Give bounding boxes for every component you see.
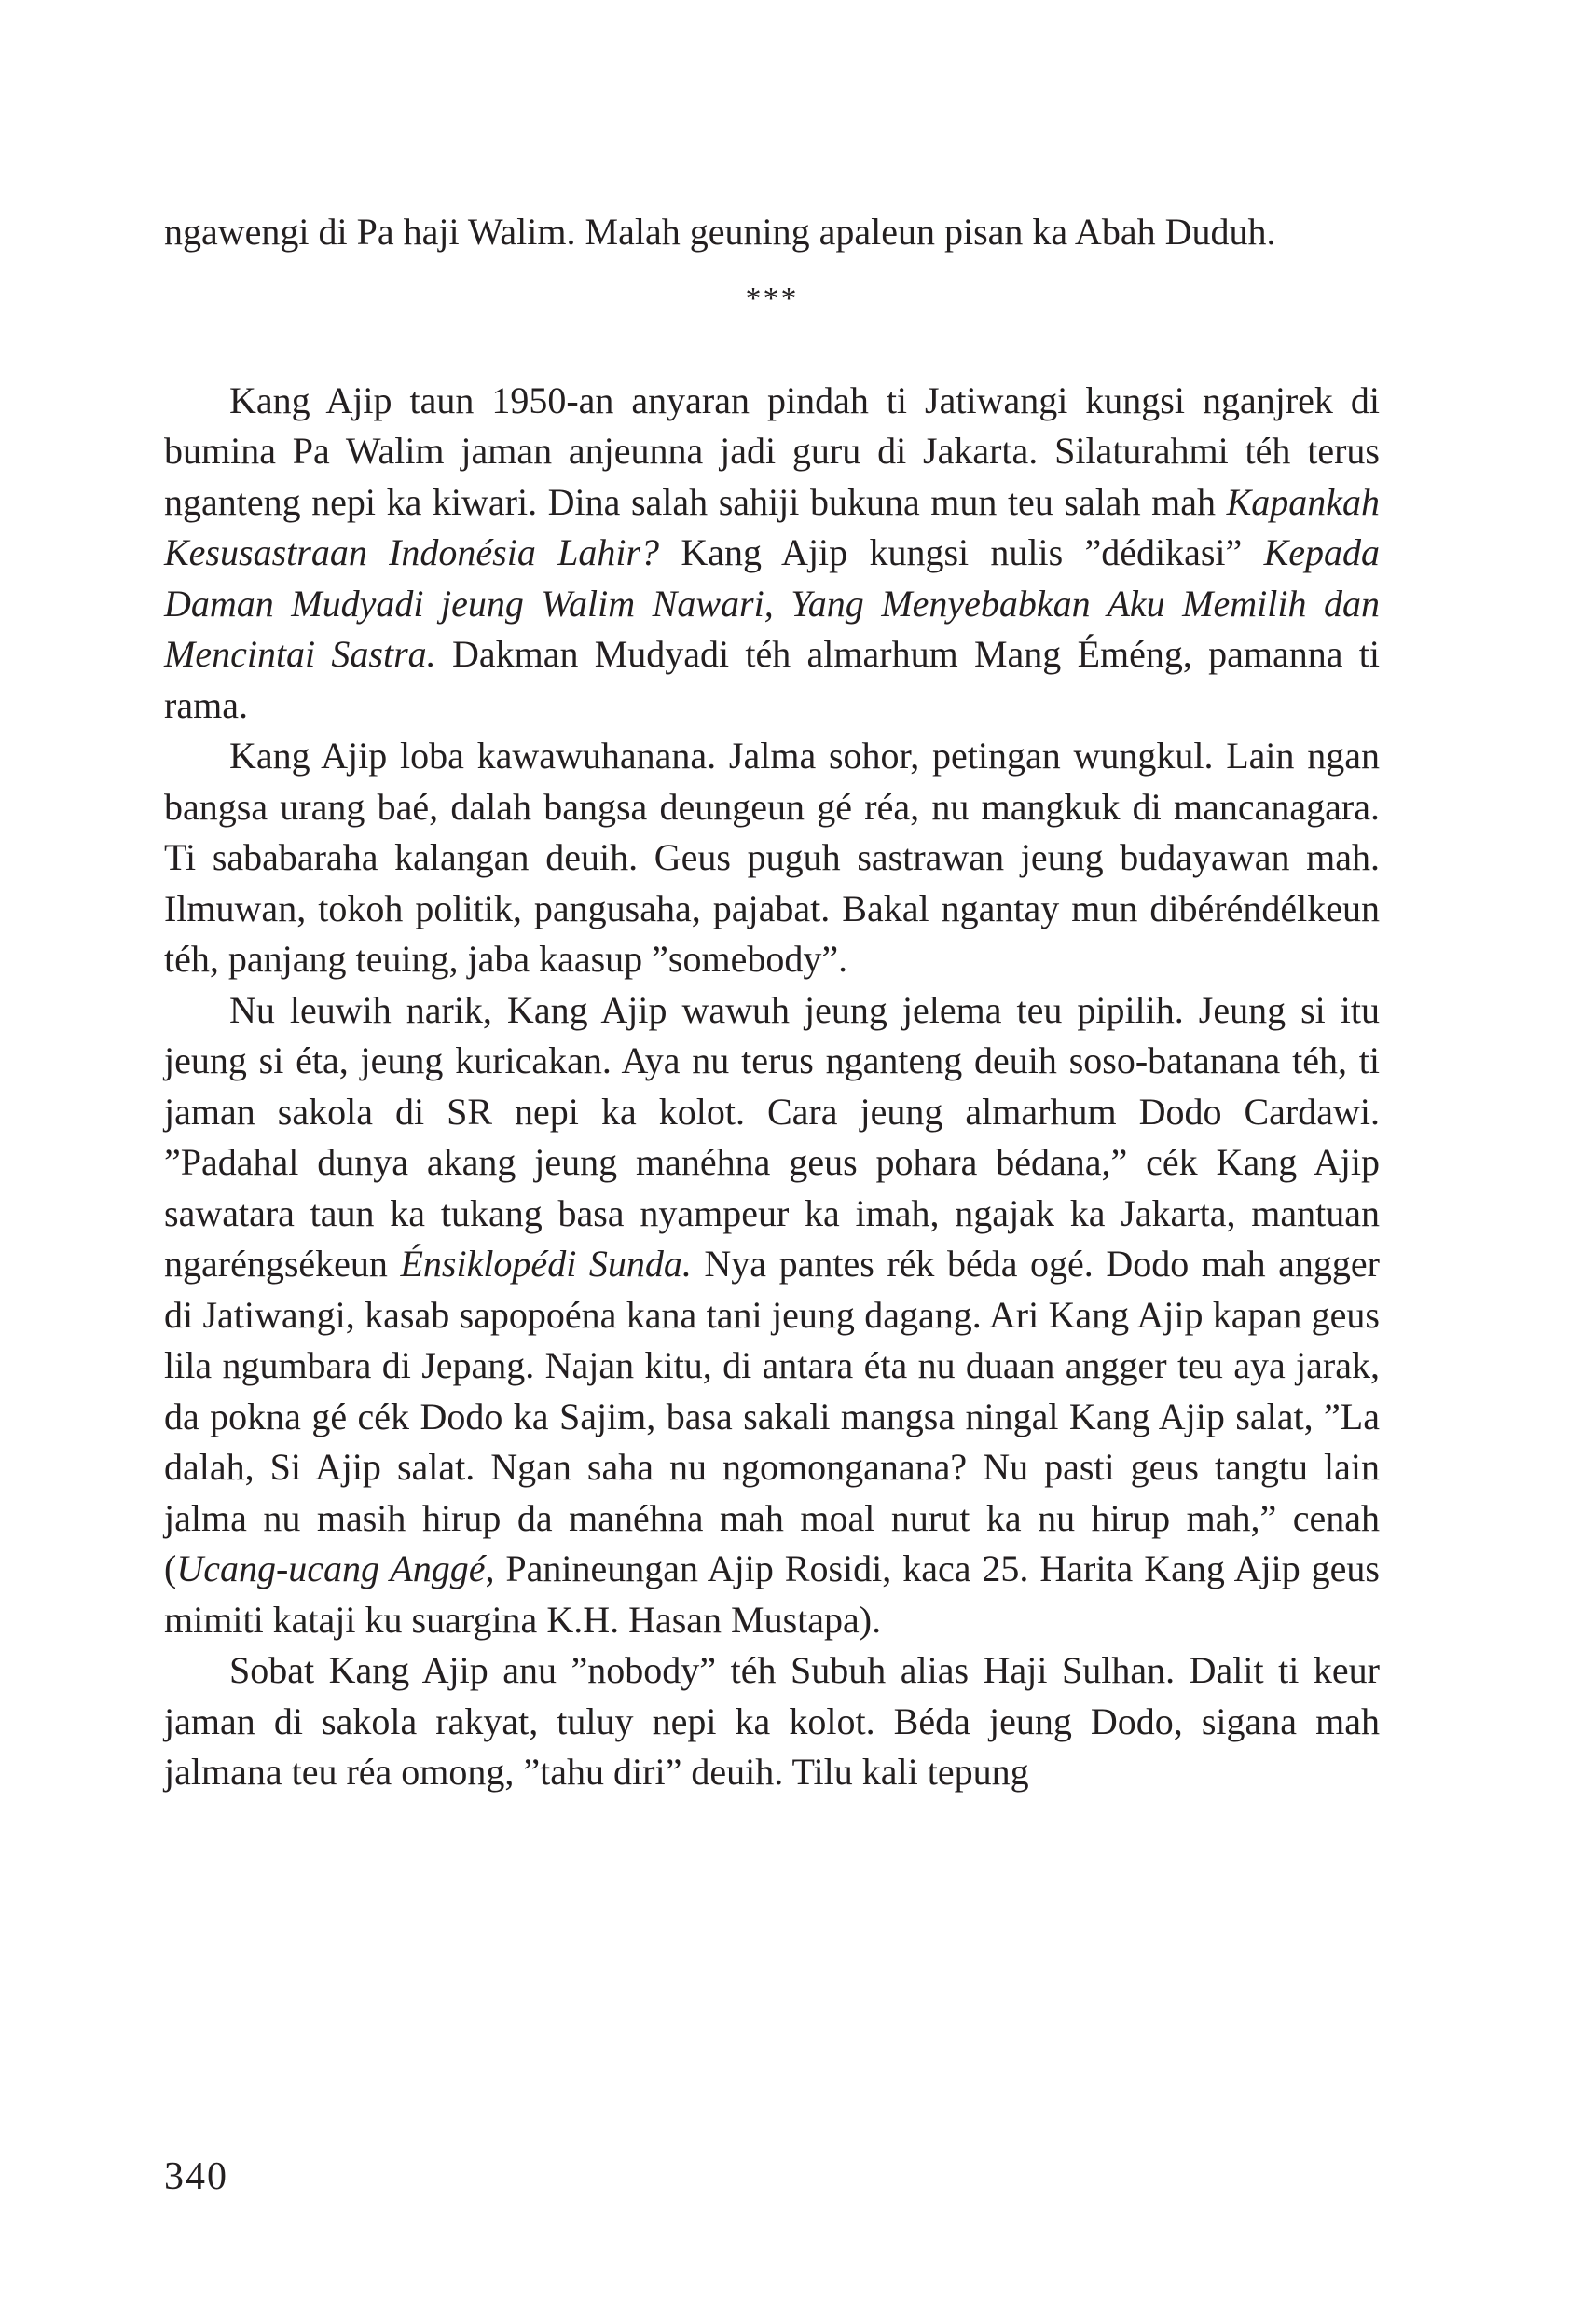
paragraph-text: Sobat Kang Ajip anu ”nobody” téh Subuh alias Haji Sulhan. Dalit ti keur jaman di sakola rakyat, tuluy nepi ka kolot. Béda jeung Dodo, sigana mah jalmana teu réa omong, ”tahu diri” deuih. Tilu kali tepung	[164, 1649, 1380, 1793]
body-text	[164, 207, 1380, 1798]
dedication-quote: Kepada Daman Mudyadi jeung Walim Nawari, Yang Menyebabkan Aku Memilih dan Mencintai Sastra.	[164, 531, 1381, 675]
paragraph-text: Nya pantes rék béda ogé. Dodo mah angger di Jatiwangi, kasab sapopoéna kana tani jeung dagang. Ari Kang Ajip kapan geus lila ngumbara di Jepang. Najan kitu, di antara éta nu duaan angger teu aya jarak, da pokna gé cék Dodo ka Sajim, basa sakali mangsa ningal Kang Ajip salat, ”La dalah, Si Ajip salat. Ngan saha nu ngomonganana? Nu pasti geus tangtu lain jalma nu masih hirup da manéhna mah moal nurut ka nu hirup mah,” cenah (	[164, 1243, 1380, 1589]
paragraph-subuh	[164, 1645, 1380, 1798]
paragraph-text: , Panineungan Ajip Rosidi, kaca 25. Harita Kang Ajip geus mimiti kataji ku suargina K.H. Hasan Mustapa).	[164, 1548, 1380, 1641]
paragraph-text: Dakman Mudyadi téh almarhum Mang Éméng, pamanna ti rama.	[164, 633, 1380, 726]
paragraph-continued	[164, 207, 1380, 258]
paragraph-text: Kang Ajip kungsi nulis ”dédikasi”	[659, 531, 1264, 573]
paragraph-dedication	[164, 376, 1380, 732]
book-title: Kapankah Kesusastraan Indonésia Lahir?	[164, 480, 1380, 573]
book-title: Ucang-ucang Anggé	[176, 1548, 486, 1589]
page-number: 340	[164, 2155, 228, 2198]
paragraph-text: ngawengi di Pa haji Walim. Malah geuning apaleun pisan ka Abah Duduh.	[164, 211, 1276, 253]
paragraph-dodo	[164, 985, 1380, 1646]
paragraph-text: Kang Ajip taun 1950-an anyaran pindah ti Jatiwangi kungsi nganjrek di bumina Pa Walim jaman anjeunna jadi guru di Jakarta. Silaturahmi téh terus nganteng nepi ka kiwari. Dina salah sahiji bukuna mun teu salah mah	[164, 378, 1380, 523]
paragraph-text: Kang Ajip loba kawawuhanana. Jalma sohor, petingan wungkul. Lain ngan bangsa urang baé, dalah bangsa deungeun gé réa, nu mangkuk di mancanagara. Ti sababaraha kalangan deuih. Geus puguh sastrawan jeung budayawan mah. Ilmuwan, tokoh politik, pangusaha, pajabat. Bakal ngantay mun dibéréndélkeun téh, panjang teuing, jaba kaasup ”somebody”.	[164, 735, 1380, 980]
paragraph-acquaintances	[164, 731, 1380, 985]
paragraph-text: Nu leuwih narik, Kang Ajip wawuh jeung jelema teu pipilih. Jeung si itu jeung si éta, jeung kuricakan. Aya nu terus nganteng deuih soso-batanana téh, ti jaman sakola di SR nepi ka kolot. Cara jeung almarhum Dodo Cardawi. ”Padahal dunya akang jeung manéhna geus pohara bédana,” cék Kang Ajip sawatara taun ka tukang basa nyampeur ka imah, ngajak ka Jakarta, mantuan ngaréngsékeun	[164, 988, 1380, 1285]
book-title: Énsiklopédi Sunda.	[400, 1243, 692, 1285]
section-separator: ***	[745, 281, 799, 316]
